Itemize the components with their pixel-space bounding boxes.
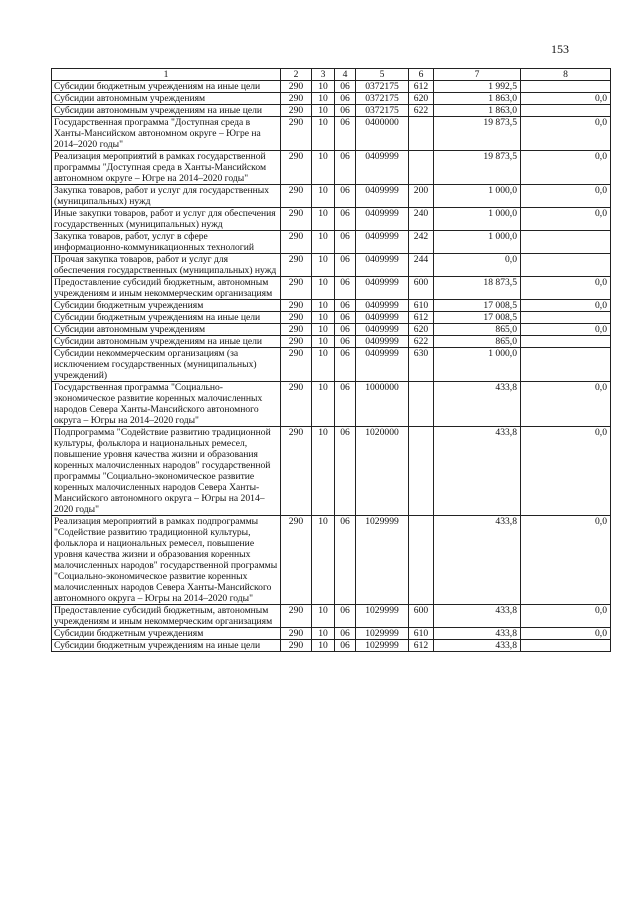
- subsection-cell: 06: [335, 208, 356, 231]
- subsection-cell: 06: [335, 151, 356, 185]
- row-name-cell: Субсидии бюджетным учреждениям: [52, 628, 281, 640]
- expense-type-cell: 242: [409, 231, 434, 254]
- subsection-cell: 06: [335, 427, 356, 516]
- amount-extra-cell: 0,0: [521, 382, 611, 427]
- admin-code-cell: 290: [281, 324, 312, 336]
- page-number: 153: [551, 42, 569, 56]
- column-header: 3: [312, 69, 335, 81]
- row-name-cell: Прочая закупка товаров, работ и услуг для обеспечения государственных (муниципальных) нужд: [52, 254, 281, 277]
- admin-code-cell: 290: [281, 208, 312, 231]
- row-name-cell: Субсидии бюджетным учреждениям на иные цели: [52, 640, 281, 652]
- table-row: [52, 640, 611, 652]
- table-row: [52, 324, 611, 336]
- table-row: [52, 277, 611, 300]
- section-cell: 10: [312, 117, 335, 151]
- expense-type-cell: 610: [409, 300, 434, 312]
- section-cell: 10: [312, 81, 335, 93]
- amount-extra-cell: 0,0: [521, 277, 611, 300]
- expense-type-cell: 612: [409, 640, 434, 652]
- amount-extra-cell: 0,0: [521, 93, 611, 105]
- table-row: [52, 151, 611, 185]
- admin-code-cell: 290: [281, 151, 312, 185]
- header-row: [52, 69, 611, 81]
- section-cell: 10: [312, 640, 335, 652]
- target-article-cell: 0409999: [356, 324, 409, 336]
- admin-code-cell: 290: [281, 231, 312, 254]
- table-row: [52, 231, 611, 254]
- admin-code-cell: 290: [281, 516, 312, 605]
- target-article-cell: 0409999: [356, 151, 409, 185]
- subsection-cell: 06: [335, 336, 356, 348]
- section-cell: 10: [312, 300, 335, 312]
- amount-cell: 433,8: [434, 382, 521, 427]
- target-article-cell: 0409999: [356, 208, 409, 231]
- amount-extra-cell: 0,0: [521, 117, 611, 151]
- section-cell: 10: [312, 382, 335, 427]
- subsection-cell: 06: [335, 324, 356, 336]
- target-article-cell: 0409999: [356, 348, 409, 382]
- expense-type-cell: 244: [409, 254, 434, 277]
- amount-cell: 0,0: [434, 254, 521, 277]
- subsection-cell: 06: [335, 105, 356, 117]
- target-article-cell: 0409999: [356, 336, 409, 348]
- column-header: 6: [409, 69, 434, 81]
- expense-type-cell: 612: [409, 312, 434, 324]
- subsection-cell: 06: [335, 277, 356, 300]
- subsection-cell: 06: [335, 231, 356, 254]
- amount-cell: 18 873,5: [434, 277, 521, 300]
- admin-code-cell: 290: [281, 312, 312, 324]
- section-cell: 10: [312, 516, 335, 605]
- section-cell: 10: [312, 254, 335, 277]
- row-name-cell: Иные закупки товаров, работ и услуг для обеспечения государственных (муниципальных) нужд: [52, 208, 281, 231]
- section-cell: 10: [312, 105, 335, 117]
- table-row: [52, 208, 611, 231]
- admin-code-cell: 290: [281, 382, 312, 427]
- amount-cell: 1 000,0: [434, 348, 521, 382]
- amount-cell: 1 863,0: [434, 105, 521, 117]
- target-article-cell: 0372175: [356, 81, 409, 93]
- expense-type-cell: 622: [409, 336, 434, 348]
- amount-extra-cell: 0,0: [521, 605, 611, 628]
- amount-cell: 433,8: [434, 628, 521, 640]
- section-cell: 10: [312, 312, 335, 324]
- table-row: [52, 516, 611, 605]
- row-name-cell: Подпрограмма "Содействие развитию традиционной культуры, фольклора и национальных ремесел, повышение уровня качества жизни и образования коренных малочисленных народов" государственной программы "Социально-экономическое развитие коренных малочисленных народов Севера Ханты-Мансийского автономного округа – Югры на 2014–2020 годы": [52, 427, 281, 516]
- amount-extra-cell: 0,0: [521, 208, 611, 231]
- amount-cell: 1 000,0: [434, 185, 521, 208]
- subsection-cell: 06: [335, 254, 356, 277]
- target-article-cell: 0409999: [356, 231, 409, 254]
- target-article-cell: 0409999: [356, 185, 409, 208]
- table-row: [52, 382, 611, 427]
- table-row: [52, 628, 611, 640]
- table-row: [52, 300, 611, 312]
- admin-code-cell: 290: [281, 628, 312, 640]
- subsection-cell: 06: [335, 605, 356, 628]
- subsection-cell: 06: [335, 93, 356, 105]
- row-name-cell: Субсидии автономным учреждениям: [52, 93, 281, 105]
- section-cell: 10: [312, 324, 335, 336]
- column-header: 8: [521, 69, 611, 81]
- expense-type-cell: 620: [409, 324, 434, 336]
- amount-extra-cell: [521, 231, 611, 254]
- table-row: [52, 185, 611, 208]
- row-name-cell: Субсидии автономным учреждениям на иные цели: [52, 105, 281, 117]
- amount-cell: 1 863,0: [434, 93, 521, 105]
- row-name-cell: Предоставление субсидий бюджетным, автономным учреждениям и иным некоммерческим организациям: [52, 277, 281, 300]
- amount-extra-cell: 0,0: [521, 151, 611, 185]
- admin-code-cell: 290: [281, 185, 312, 208]
- subsection-cell: 06: [335, 640, 356, 652]
- expense-type-cell: [409, 151, 434, 185]
- amount-cell: 17 008,5: [434, 300, 521, 312]
- row-name-cell: Субсидии бюджетным учреждениям: [52, 300, 281, 312]
- subsection-cell: 06: [335, 117, 356, 151]
- amount-extra-cell: 0,0: [521, 300, 611, 312]
- amount-extra-cell: [521, 254, 611, 277]
- section-cell: 10: [312, 208, 335, 231]
- table-row: [52, 427, 611, 516]
- subsection-cell: 06: [335, 382, 356, 427]
- row-name-cell: Субсидии бюджетным учреждениям на иные цели: [52, 81, 281, 93]
- table-row: [52, 336, 611, 348]
- target-article-cell: 0409999: [356, 277, 409, 300]
- amount-extra-cell: 0,0: [521, 628, 611, 640]
- admin-code-cell: 290: [281, 300, 312, 312]
- amount-extra-cell: [521, 81, 611, 93]
- budget-table: [51, 68, 611, 652]
- expense-type-cell: [409, 427, 434, 516]
- table-row: [52, 81, 611, 93]
- expense-type-cell: 630: [409, 348, 434, 382]
- amount-cell: 433,8: [434, 605, 521, 628]
- row-name-cell: Субсидии бюджетным учреждениям на иные цели: [52, 312, 281, 324]
- row-name-cell: Реализация мероприятий в рамках подпрограммы "Содействие развитию традиционной культуры, фольклора и национальных ремесел, повышение уровня качества жизни и образования коренных малочисленных народов" государственной программы "Социально-экономическое развитие коренных малочисленных народов Севера Ханты-Мансийского автономного округа – Югры на 2014–2020 годы": [52, 516, 281, 605]
- expense-type-cell: 620: [409, 93, 434, 105]
- section-cell: 10: [312, 427, 335, 516]
- column-header: 7: [434, 69, 521, 81]
- expense-type-cell: [409, 516, 434, 605]
- amount-cell: 865,0: [434, 336, 521, 348]
- expense-type-cell: 600: [409, 605, 434, 628]
- expense-type-cell: 600: [409, 277, 434, 300]
- target-article-cell: 1029999: [356, 516, 409, 605]
- amount-cell: 433,8: [434, 640, 521, 652]
- amount-cell: 865,0: [434, 324, 521, 336]
- target-article-cell: 0372175: [356, 93, 409, 105]
- amount-cell: 1 000,0: [434, 231, 521, 254]
- admin-code-cell: 290: [281, 640, 312, 652]
- subsection-cell: 06: [335, 185, 356, 208]
- subsection-cell: 06: [335, 348, 356, 382]
- amount-cell: 433,8: [434, 516, 521, 605]
- expense-type-cell: 200: [409, 185, 434, 208]
- column-header: 4: [335, 69, 356, 81]
- amount-cell: 1 000,0: [434, 208, 521, 231]
- section-cell: 10: [312, 348, 335, 382]
- target-article-cell: 1020000: [356, 427, 409, 516]
- expense-type-cell: [409, 117, 434, 151]
- section-cell: 10: [312, 185, 335, 208]
- table-row: [52, 348, 611, 382]
- target-article-cell: 0400000: [356, 117, 409, 151]
- section-cell: 10: [312, 151, 335, 185]
- amount-cell: 19 873,5: [434, 151, 521, 185]
- table-row: [52, 117, 611, 151]
- amount-extra-cell: [521, 348, 611, 382]
- amount-extra-cell: [521, 336, 611, 348]
- table-row: [52, 312, 611, 324]
- table-row: [52, 93, 611, 105]
- amount-extra-cell: [521, 640, 611, 652]
- row-name-cell: Государственная программа "Социально-экономическое развитие коренных малочисленных народов Севера Ханты-Мансийского автономного округа – Югры на 2014–2020 годы": [52, 382, 281, 427]
- admin-code-cell: 290: [281, 605, 312, 628]
- amount-cell: 17 008,5: [434, 312, 521, 324]
- admin-code-cell: 290: [281, 93, 312, 105]
- amount-extra-cell: 0,0: [521, 185, 611, 208]
- row-name-cell: Предоставление субсидий бюджетным, автономным учреждениям и иным некоммерческим организациям: [52, 605, 281, 628]
- admin-code-cell: 290: [281, 117, 312, 151]
- expense-type-cell: 610: [409, 628, 434, 640]
- target-article-cell: 0409999: [356, 300, 409, 312]
- amount-extra-cell: 0,0: [521, 516, 611, 605]
- subsection-cell: 06: [335, 300, 356, 312]
- admin-code-cell: 290: [281, 277, 312, 300]
- target-article-cell: 0409999: [356, 312, 409, 324]
- row-name-cell: Субсидии некоммерческим организациям (за исключением государственных (муниципальных) учреждений): [52, 348, 281, 382]
- amount-extra-cell: [521, 105, 611, 117]
- expense-type-cell: 240: [409, 208, 434, 231]
- row-name-cell: Субсидии автономным учреждениям на иные цели: [52, 336, 281, 348]
- section-cell: 10: [312, 605, 335, 628]
- table-body: [52, 81, 611, 652]
- admin-code-cell: 290: [281, 105, 312, 117]
- target-article-cell: 1000000: [356, 382, 409, 427]
- subsection-cell: 06: [335, 516, 356, 605]
- expense-type-cell: 622: [409, 105, 434, 117]
- admin-code-cell: 290: [281, 81, 312, 93]
- section-cell: 10: [312, 231, 335, 254]
- row-name-cell: Государственная программа "Доступная среда в Ханты-Мансийском автономном округе – Югре на 2014–2020 годы": [52, 117, 281, 151]
- row-name-cell: Закупка товаров, работ и услуг для государственных (муниципальных) нужд: [52, 185, 281, 208]
- section-cell: 10: [312, 336, 335, 348]
- target-article-cell: 1029999: [356, 605, 409, 628]
- amount-extra-cell: [521, 312, 611, 324]
- column-header: 1: [52, 69, 281, 81]
- table-row: [52, 105, 611, 117]
- amount-cell: 1 992,5: [434, 81, 521, 93]
- row-name-cell: Реализация мероприятий в рамках государственной программы "Доступная среда в Ханты-Мансийском автономном округе – Югре на 2014–2020 годы": [52, 151, 281, 185]
- expense-type-cell: 612: [409, 81, 434, 93]
- amount-cell: 19 873,5: [434, 117, 521, 151]
- table-row: [52, 254, 611, 277]
- column-header: 2: [281, 69, 312, 81]
- table-row: [52, 605, 611, 628]
- expense-type-cell: [409, 382, 434, 427]
- subsection-cell: 06: [335, 81, 356, 93]
- target-article-cell: 1029999: [356, 628, 409, 640]
- target-article-cell: 0409999: [356, 254, 409, 277]
- column-header: 5: [356, 69, 409, 81]
- admin-code-cell: 290: [281, 427, 312, 516]
- amount-extra-cell: 0,0: [521, 324, 611, 336]
- row-name-cell: Субсидии автономным учреждениям: [52, 324, 281, 336]
- admin-code-cell: 290: [281, 254, 312, 277]
- row-name-cell: Закупка товаров, работ, услуг в сфере информационно-коммуникационных технологий: [52, 231, 281, 254]
- section-cell: 10: [312, 93, 335, 105]
- admin-code-cell: 290: [281, 348, 312, 382]
- target-article-cell: 0372175: [356, 105, 409, 117]
- amount-cell: 433,8: [434, 427, 521, 516]
- subsection-cell: 06: [335, 312, 356, 324]
- subsection-cell: 06: [335, 628, 356, 640]
- amount-extra-cell: 0,0: [521, 427, 611, 516]
- admin-code-cell: 290: [281, 336, 312, 348]
- section-cell: 10: [312, 277, 335, 300]
- target-article-cell: 1029999: [356, 640, 409, 652]
- section-cell: 10: [312, 628, 335, 640]
